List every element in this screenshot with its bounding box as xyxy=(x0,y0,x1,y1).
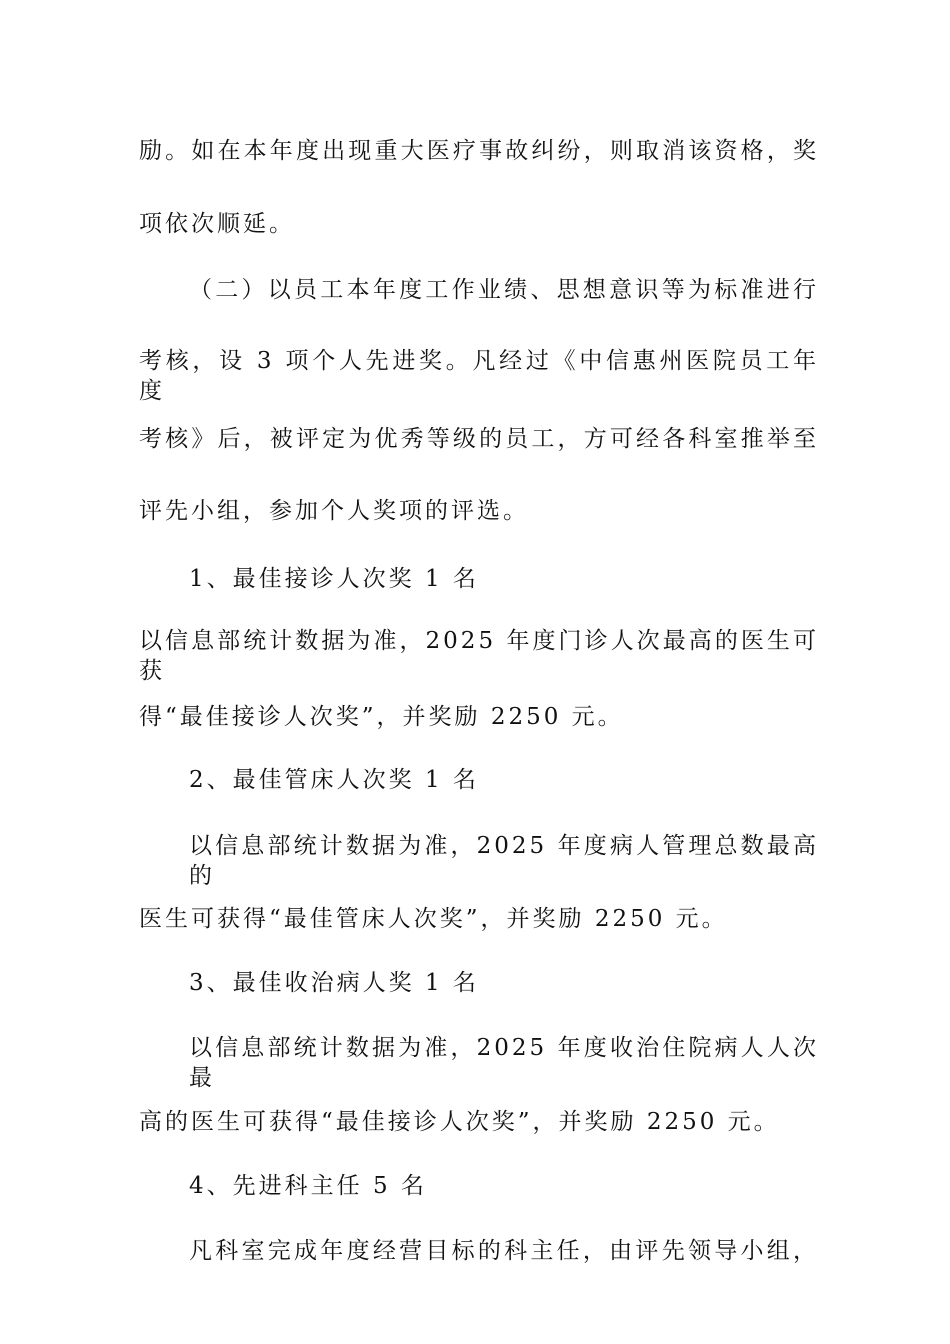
section-heading: 1、最佳接诊人次奖 1 名 xyxy=(189,566,479,592)
paragraph-line: 凡科室完成年度经营目标的科主任，由评先领导小组， xyxy=(189,1238,819,1264)
paragraph-line: 得“最佳接诊人次奖”，并奖励 2250 元。 xyxy=(139,704,624,730)
paragraph-line: 考核》后，被评定为优秀等级的员工，方可经各科室推举至 xyxy=(139,426,819,452)
paragraph-line: （二）以员工本年度工作业绩、思想意识等为标准进行 xyxy=(189,277,819,303)
paragraph-line: 以信息部统计数据为准，2025 年度收治住院病人人次最 xyxy=(189,1035,819,1091)
section-heading: 3、最佳收治病人奖 1 名 xyxy=(189,970,479,996)
paragraph-line: 以信息部统计数据为准，2025 年度门诊人次最高的医生可获 xyxy=(139,628,819,684)
section-heading: 4、先进科主任 5 名 xyxy=(189,1173,427,1199)
paragraph-line: 考核，设 3 项个人先进奖。凡经过《中信惠州医院员工年度 xyxy=(139,348,819,404)
paragraph-line: 医生可获得“最佳管床人次奖”，并奖励 2250 元。 xyxy=(139,906,728,932)
paragraph-line: 以信息部统计数据为准，2025 年度病人管理总数最高的 xyxy=(189,833,819,889)
paragraph-line: 励。如在本年度出现重大医疗事故纠纷，则取消该资格，奖 xyxy=(139,138,819,164)
paragraph-line: 项依次顺延。 xyxy=(139,211,295,237)
paragraph-line: 高的医生可获得“最佳接诊人次奖”，并奖励 2250 元。 xyxy=(139,1109,780,1135)
section-heading: 2、最佳管床人次奖 1 名 xyxy=(189,767,479,793)
paragraph-line: 评先小组，参加个人奖项的评选。 xyxy=(139,498,529,524)
